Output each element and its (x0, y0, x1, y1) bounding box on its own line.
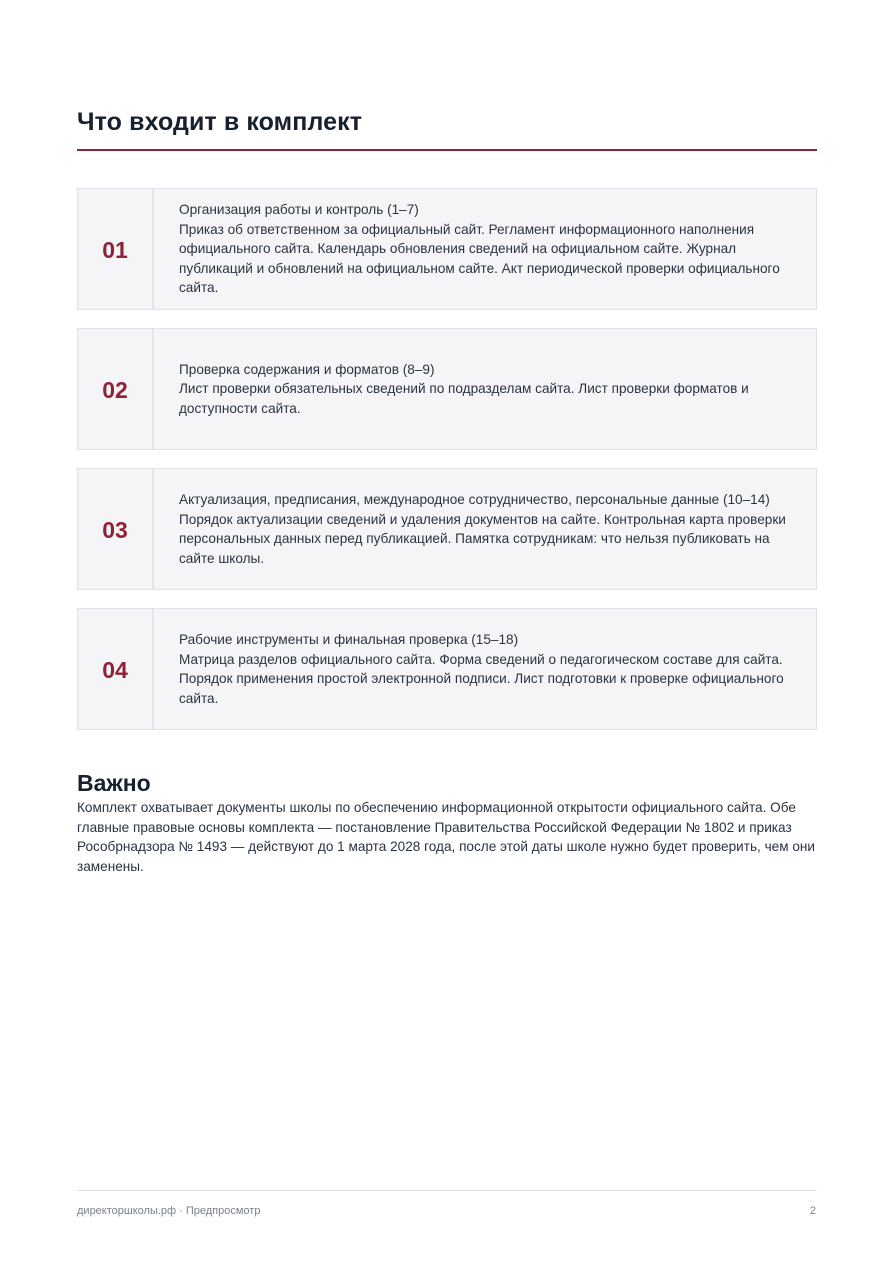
item-heading: Организация работы и контроль (1–7) (179, 202, 419, 218)
item-content (154, 329, 816, 449)
kit-item-03 (77, 468, 817, 590)
kit-item-04 (77, 608, 817, 730)
title-divider (77, 149, 817, 151)
item-description: Порядок актуализации сведений и удаления документов на сайте. Контрольная карта проверки персональных данных перед публикацией. Памятка сотрудникам: что нельзя публиковать на сайте школы. (179, 511, 786, 566)
item-heading: Рабочие инструменты и финальная проверка (15–18) (179, 632, 519, 647)
footer-divider (77, 1190, 817, 1191)
item-number: 01 (78, 189, 154, 309)
item-description: Приказ об ответственном за официальный сайт. Регламент информационного наполнения официального сайта. Календарь обновления сведений на официальном сайте. Журнал публикаций и обновлений на официальном сайте. Акт периодической проверки официального сайта. (179, 221, 780, 296)
kit-item-02 (77, 328, 817, 450)
page-number: 2 (809, 1205, 816, 1217)
item-heading: Актуализация, предписания, международное сотрудничество, персональные данные (10–14) (179, 492, 770, 507)
item-heading: Проверка содержания и форматов (8–9) (179, 361, 435, 377)
item-content (154, 469, 816, 589)
item-description: Матрица разделов официального сайта. Форма сведений о педагогическом составе для сайта. Порядок применения простой электронной подписи. Лист подготовки к проверке официального сайта. (179, 651, 784, 706)
page-title: Что входит в комплект (77, 108, 363, 136)
kit-item-01 (77, 188, 817, 310)
item-number: 04 (78, 609, 154, 729)
important-title: Важно (77, 770, 151, 796)
item-number: 03 (78, 469, 154, 589)
footer-source: директоршколы.рф · Предпросмотр (77, 1205, 261, 1217)
item-content (154, 189, 816, 309)
important-text: Комплект охватывает документы школы по обеспечению информационной открытости официального сайта. Обе главные правовые основы комплекта — постановление Правительства Российской Федерации № 1802 и приказ Рособрнадзора № 1493 — действуют до 1 марта 2028 года, после этой даты школе нужно будет проверить, чем они заменены. (77, 800, 816, 874)
kit-contents-list (77, 188, 817, 748)
item-description: Лист проверки обязательных сведений по подразделам сайта. Лист проверки форматов и доступности сайта. (179, 381, 749, 416)
item-content (154, 609, 816, 729)
item-number: 02 (78, 329, 154, 449)
